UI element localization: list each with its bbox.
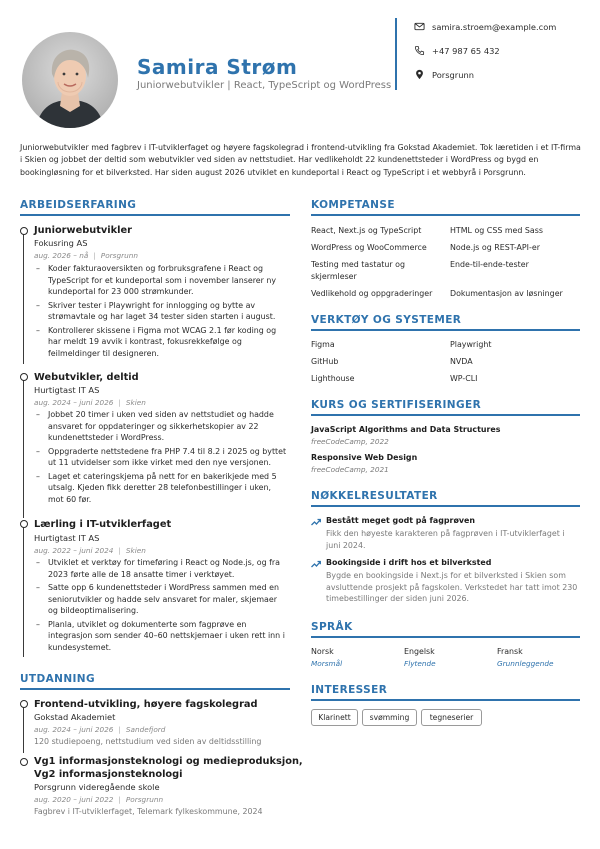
education-meta: aug. 2020 – juni 2022 | Porsgrunn [34, 795, 164, 804]
education-note: 120 studiepoeng, nettstudium ved siden av deltidsstilling [34, 737, 262, 746]
tool-item: Figma [311, 340, 335, 349]
job-title: Juniorwebutvikler [34, 225, 132, 236]
language-name: Norsk [311, 647, 334, 656]
profile-summary: Juniorwebutvikler med fagbrev i IT-utviklerfaget og høyere fagskolegrad i frontend-utvikling fra Gokstad Akademiet. Tok læretiden i et IT-firma i Skien og jobbet der deltid som webutvikler ved siden av nettstudiet. Har vedlikeholdt 22 kundenettsteder i WordPress og bygd en bookingløsning for et bilverksted. Har siden august 2026 utviklet en kundeportal i React og TypeScript i et webbyrå i Porsgrunn. [20, 143, 581, 177]
contact-phone[interactable] [414, 45, 500, 56]
phone-icon [414, 45, 425, 56]
header-divider [395, 18, 397, 90]
contact-email-text: samira.stroem@example.com [432, 21, 557, 32]
job-bullet: – Utviklet et verktøy for timeføring i React og Node.js, og fra 2023 førte alle de 18 ansatte timer i verktøyet. [34, 557, 289, 580]
mail-icon [414, 21, 425, 32]
trend-up-icon [311, 560, 321, 568]
contact-location [414, 69, 474, 80]
timeline-dot [20, 758, 28, 766]
contact-email[interactable] [414, 21, 556, 32]
job-employer: Fokusring AS [34, 238, 88, 248]
result-title: Bookingside i drift hos et bilverksted [326, 558, 492, 567]
education-school: Gokstad Akademiet [34, 712, 116, 722]
job-bullet: – Koder fakturaoversikten og forbruksgrafene i React og TypeScript for et kundeportal som i november lanserer ny kundeportal for 23 000 strømkunder. [34, 263, 289, 298]
education-heading: UTDANNING [20, 673, 96, 685]
job-bullet: – Oppgraderte nettstedene fra PHP 7.4 til 8.2 i 2025 og byttet ut 11 utvidelser som ikke virket med den nye versjonen. [34, 446, 289, 469]
trend-up-icon [311, 518, 321, 526]
interests-rule [311, 699, 580, 701]
job-employer: Hurtigtast IT AS [34, 385, 100, 395]
interest-chip: tegneserier [421, 709, 482, 726]
education-rule [20, 688, 290, 690]
courses-rule [311, 414, 580, 416]
language-level: Morsmål [311, 659, 343, 668]
skills-heading: KOMPETANSE [311, 199, 395, 211]
timeline-line [23, 525, 24, 657]
languages-heading: SPRÅK [311, 621, 353, 633]
job-dates: aug. 2026 – nå [34, 251, 89, 260]
languages-rule [311, 636, 580, 638]
results-rule [311, 505, 580, 507]
job-bullet: – Kontrollerer skissene i Figma mot WCAG 2.1 før koding og har meldt 19 avvik i kontrast, fokusrekkefølge og feilmeldinger til designeren. [34, 325, 289, 360]
skill-item: Vedlikehold og oppgraderinger [311, 289, 433, 298]
education-place: Sandefjord [125, 725, 166, 734]
language-level: Flytende [404, 659, 436, 668]
job-bullet: – Jobbet 20 timer i uken ved siden av nettstudiet og hadde ansvaret for oppdateringer og sikkerhetskopier av 22 kundenettsteder i WordPress. [34, 409, 289, 444]
timeline-dot [20, 520, 28, 528]
job-dates: aug. 2022 – juni 2024 [34, 546, 114, 555]
tool-item: Playwright [450, 340, 492, 349]
education-school: Porsgrunn videregående skole [34, 782, 160, 792]
education-note: Fagbrev i IT-utviklerfaget, Telemark fylkeskommune, 2024 [34, 807, 263, 816]
result-title: Bestått meget godt på fagprøven [326, 516, 475, 525]
timeline-dot [20, 227, 28, 235]
contact-phone-text: +47 987 65 432 [432, 45, 500, 56]
job-meta: aug. 2026 – nå | Porsgrunn [34, 251, 138, 260]
skill-item: Node.js og REST-API-er [450, 243, 540, 252]
tools-heading: VERKTØY OG SYSTEMER [311, 314, 462, 326]
skills-rule [311, 214, 580, 216]
skill-item: HTML og CSS med Sass [450, 226, 543, 235]
education-title-line1: Vg1 informasjonsteknologi og medieproduksjon, [34, 756, 303, 767]
job-bullet: – Planla, utviklet og dokumenterte som fagprøve en integrasjon som sender 40–60 nettskjemaer i uken rett inn i kundesystemet. [34, 619, 289, 654]
course-title: JavaScript Algorithms and Data Structures [311, 425, 501, 434]
timeline-dot [20, 373, 28, 381]
tool-item: Lighthouse [311, 374, 355, 383]
job-meta: aug. 2022 – juni 2024 | Skien [34, 546, 146, 555]
job-bullet: – Skriver tester i Playwright for innlogging og bytte av strømavtale og har laget 34 tester siden starten i august. [34, 300, 289, 323]
job-bullet: – Laget et cateringskjema på nett for en bakerikjede med 5 utsalg. Kjeden fikk deretter 28 telefonbestillinger i uken, mot 60 før. [34, 471, 289, 506]
job-title: Lærling i IT-utviklerfaget [34, 519, 172, 530]
job-place: Porsgrunn [100, 251, 138, 260]
course-meta: freeCodeCamp, 2021 [311, 465, 389, 474]
job-bullets [34, 263, 289, 361]
education-title: Frontend-utvikling, høyere fagskolegrad [34, 699, 258, 710]
contact-location-text: Porsgrunn [432, 69, 474, 80]
result-description: Bygde en bookingside i Next.js for et bilverksted i Skien som avsluttende prosjekt på fagskolen. Verkstedet har tatt imot 230 timebestillinger der siden juni 2026. [326, 571, 578, 603]
results-heading: NØKKELRESULTATER [311, 490, 438, 502]
course-meta: freeCodeCamp, 2022 [311, 437, 389, 446]
candidate-subtitle: Juniorwebutvikler | React, TypeScript og WordPress [137, 80, 392, 91]
job-bullets [34, 409, 289, 507]
interests-heading: INTERESSER [311, 684, 388, 696]
course-title: Responsive Web Design [311, 453, 418, 462]
education-meta: aug. 2024 – juni 2026 | Sandefjord [34, 725, 166, 734]
skill-item: Testing med tastatur og skjermleser [311, 260, 405, 281]
tool-item: WP-CLI [450, 374, 478, 383]
candidate-name: Samira Strøm [137, 55, 298, 79]
tool-item: NVDA [450, 357, 473, 366]
timeline-line [23, 378, 24, 518]
education-dates: aug. 2024 – juni 2026 [34, 725, 114, 734]
interest-chip: svømming [362, 709, 417, 726]
courses-heading: KURS OG SERTIFISERINGER [311, 399, 482, 411]
job-bullets [34, 557, 289, 655]
tool-item: GitHub [311, 357, 339, 366]
timeline-line [23, 705, 24, 753]
education-dates: aug. 2020 – juni 2022 [34, 795, 114, 804]
skill-item: Dokumentasjon av løsninger [450, 289, 563, 298]
job-title: Webutvikler, deltid [34, 372, 139, 383]
timeline-line [23, 232, 24, 364]
education-title-line2: Vg2 informasjonsteknologi [34, 769, 183, 780]
skill-item: WordPress og WooCommerce [311, 243, 427, 252]
result-description: Fikk den høyeste karakteren på fagprøven i IT-utviklerfaget i juni 2024. [326, 529, 565, 550]
job-bullet: – Satte opp 6 kundenettsteder i WordPress sammen med en seniorutvikler og hadde selv ansvaret for maler, skjemaer og bildeoptimalisering. [34, 582, 289, 617]
skill-item: React, Next.js og TypeScript [311, 226, 422, 235]
language-level: Grunnleggende [497, 659, 554, 668]
timeline-dot [20, 700, 28, 708]
interest-chip: Klarinett [311, 709, 358, 726]
location-pin-icon [414, 69, 425, 80]
job-dates: aug. 2024 – juni 2026 [34, 398, 114, 407]
skill-item: Ende-til-ende-tester [450, 260, 529, 269]
experience-heading: ARBEIDSERFARING [20, 199, 137, 211]
language-name: Fransk [497, 647, 523, 656]
job-place: Skien [125, 546, 146, 555]
profile-photo [22, 32, 118, 128]
job-place: Skien [125, 398, 146, 407]
education-place: Porsgrunn [125, 795, 164, 804]
tools-rule [311, 329, 580, 331]
job-meta: aug. 2024 – juni 2026 | Skien [34, 398, 146, 407]
language-name: Engelsk [404, 647, 435, 656]
job-employer: Hurtigtast IT AS [34, 533, 100, 543]
experience-rule [20, 214, 290, 216]
